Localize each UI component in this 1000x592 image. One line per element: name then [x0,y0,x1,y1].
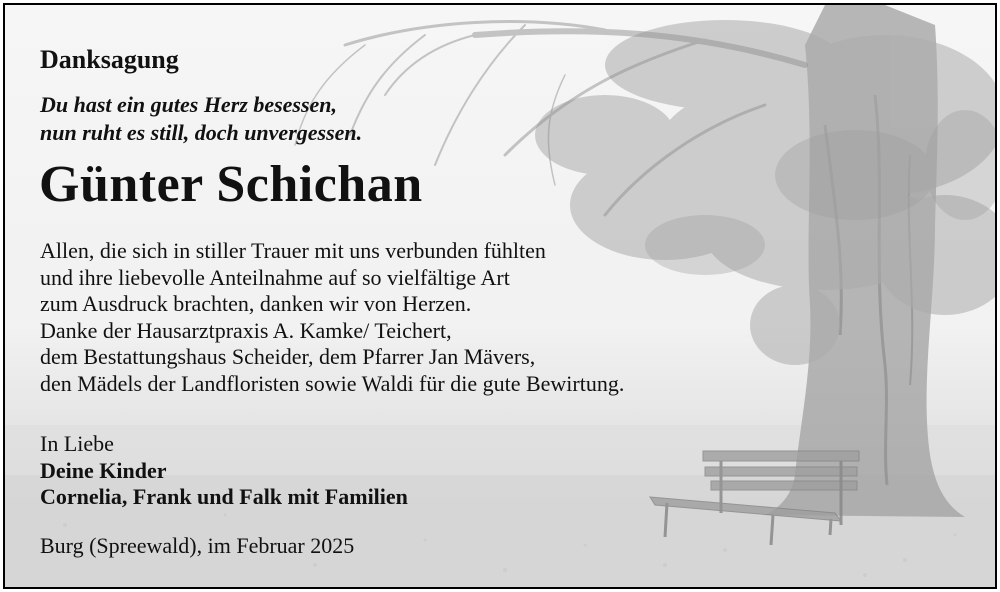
motto-line: nun ruht es still, doch unvergessen. [40,120,363,145]
deceased-name: Günter Schichan [39,156,423,213]
signer-line: Cornelia, Frank und Falk mit Familien [40,484,408,509]
body-line: und ihre liebevolle Anteilnahme auf so vielfältige Art [40,264,510,290]
place-date: Burg (Spreewald), im Februar 2025 [40,533,355,558]
signer-line: Deine Kinder [40,457,167,483]
body-line: den Mädels der Landfloristen sowie Waldi für die gute Bewirtung. [40,370,625,396]
closing: In Liebe [40,431,114,456]
motto [40,91,362,147]
motto-line: Du hast ein gutes Herz besessen, [40,92,338,117]
heading: Danksagung [40,45,179,74]
body-line: Danke der Hausarztpraxis A. Kamke/ Teichert, [40,317,452,343]
thanks-text [40,238,624,397]
body-line: zum Ausdruck brachten, danken wir von Herzen. [40,291,472,316]
body-line: dem Bestattungshaus Scheider, dem Pfarrer Jan Mävers, [40,344,536,369]
body-line: Allen, die sich in stiller Trauer mit uns verbunden fühlten [40,238,546,263]
signature-block [40,431,408,511]
obituary-notice-frame [3,3,997,589]
notice-text [5,5,995,587]
